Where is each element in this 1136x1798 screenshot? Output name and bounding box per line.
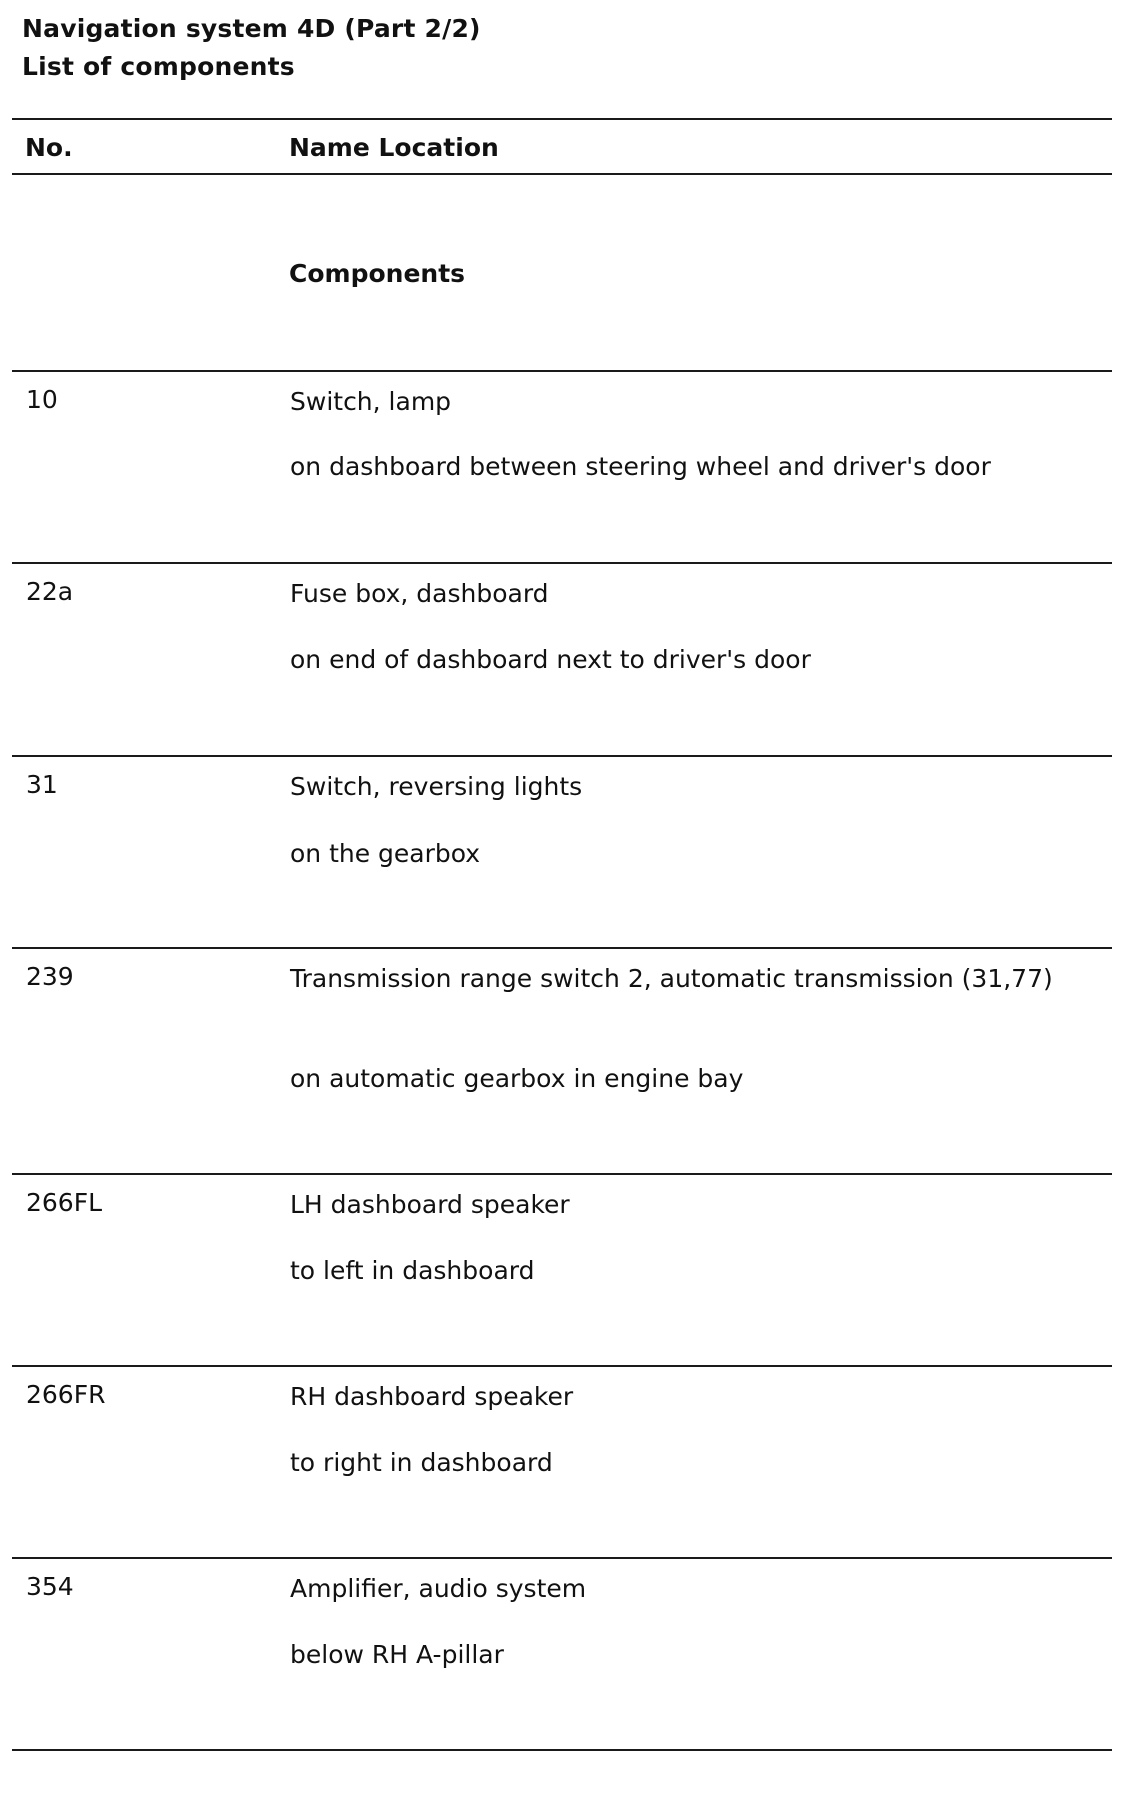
row-number: 266FL (26, 1188, 103, 1217)
row-name: LH dashboard speaker (290, 1190, 570, 1219)
column-header-no: No. (25, 133, 73, 162)
row-location: on automatic gearbox in engine bay (290, 1064, 744, 1093)
document-title: Navigation system 4D (Part 2/2) (22, 14, 481, 43)
row-name: Switch, lamp (290, 387, 452, 416)
row-number: 31 (26, 770, 58, 799)
row-divider (12, 370, 1112, 372)
column-header-name-location: Name Location (289, 133, 499, 162)
row-location: on the gearbox (290, 839, 481, 868)
row-number: 10 (26, 385, 58, 414)
table-top-rule (12, 118, 1112, 120)
row-number: 354 (26, 1572, 74, 1601)
row-name: Amplifier, audio system (290, 1574, 587, 1603)
row-number: 266FR (26, 1380, 106, 1409)
row-location: on dashboard between steering wheel and driver's door (290, 452, 991, 481)
row-location: below RH A-pillar (290, 1640, 504, 1669)
row-name: Fuse box, dashboard (290, 579, 549, 608)
row-divider (12, 1173, 1112, 1175)
row-divider (12, 562, 1112, 564)
row-location: to left in dashboard (290, 1256, 535, 1285)
row-divider (12, 1365, 1112, 1367)
header-bottom-rule (12, 173, 1112, 175)
row-divider (12, 755, 1112, 757)
document-subtitle: List of components (22, 52, 295, 81)
row-number: 239 (26, 962, 74, 991)
row-name: Transmission range switch 2, automatic transmission (31,77) (290, 964, 1053, 993)
row-name: RH dashboard speaker (290, 1382, 574, 1411)
row-number: 22a (26, 577, 74, 606)
row-location: on end of dashboard next to driver's door (290, 645, 811, 674)
row-location: to right in dashboard (290, 1448, 553, 1477)
row-divider (12, 947, 1112, 949)
row-name: Switch, reversing lights (290, 772, 583, 801)
row-divider (12, 1557, 1112, 1559)
section-heading: Components (289, 259, 466, 288)
table-bottom-rule (12, 1749, 1112, 1751)
